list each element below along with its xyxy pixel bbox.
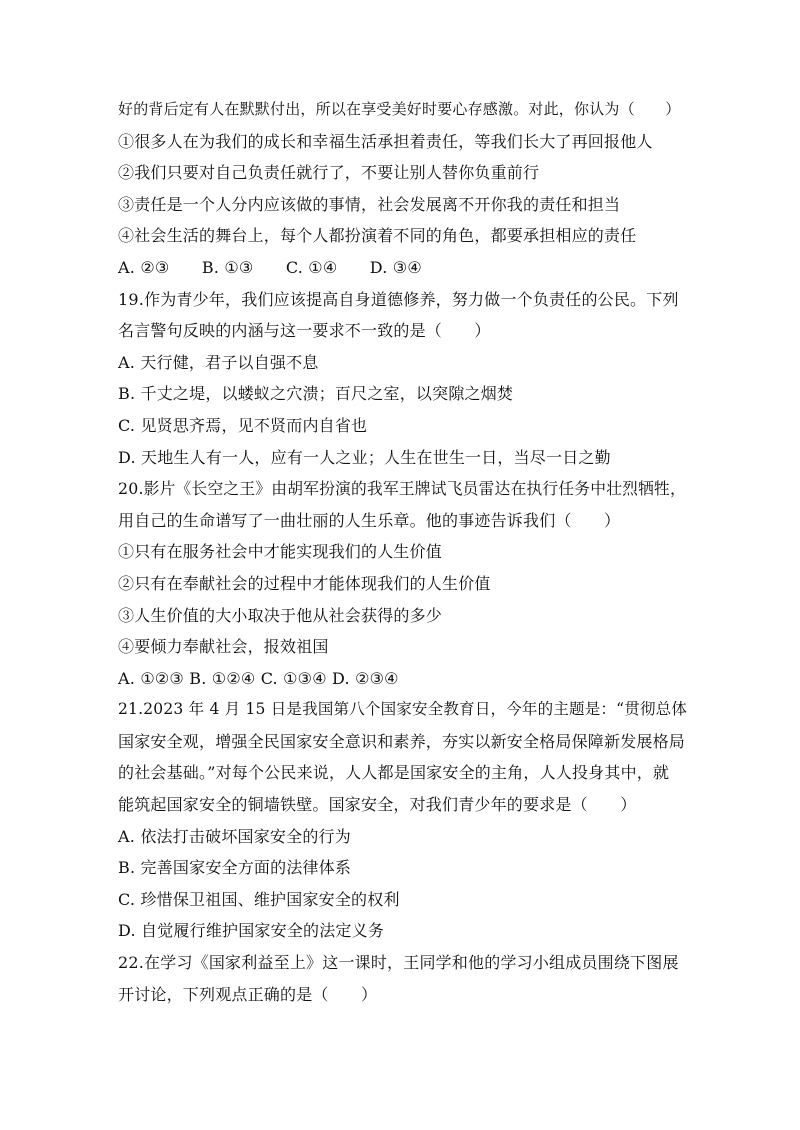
q19-stem-line-1: 19.作为青少年，我们应该提高自身道德修养，努力做一个负责任的公民。下列 xyxy=(118,289,679,309)
q21-stem-line-3: 的社会基础。”对每个公民来说，人人都是国家安全的主角，人人投身其中，就 xyxy=(118,763,670,783)
q21-stem-line-4: 能筑起国家安全的铜墙铁壁。国家安全，对我们青少年的要求是（ ） xyxy=(118,795,637,815)
q21-stem-line-2: 国家安全观，增强全民国家安全意识和素养，夯实以新安全格局保障新发展格局 xyxy=(118,731,686,751)
q18-statement-4: ④社会生活的舞台上，每个人都扮演着不同的角色，都要承担相应的责任 xyxy=(118,226,637,246)
q19-option-a: A. 天行健，君子以自强不息 xyxy=(118,352,319,372)
q21-option-d: D. 自觉履行维护国家安全的法定义务 xyxy=(118,921,385,941)
q19-option-c: C. 见贤思齐焉，见不贤而内自省也 xyxy=(118,415,368,435)
q20-statement-3: ③人生价值的大小取决于他从社会获得的多少 xyxy=(118,605,443,625)
q18-statement-3: ③责任是一个人分内应该做的事情，社会发展离不开你我的责任和担当 xyxy=(118,194,621,214)
q20-statement-4: ④要倾力奉献社会，报效祖国 xyxy=(118,637,329,657)
q20-stem-line-1: 20.影片《长空之王》由胡军扮演的我军王牌试飞员雷达在执行任务中壮烈牺牲， xyxy=(118,479,686,499)
q21-option-c: C. 珍惜保卫祖国、维护国家安全的权利 xyxy=(118,889,400,909)
q18-stem-continued: 好的背后定有人在默默付出，所以在享受美好时要心存感激。对此，你认为（ ） xyxy=(118,100,681,118)
q21-option-a: A. 依法打击破坏国家安全的行为 xyxy=(118,826,351,846)
document-body xyxy=(118,94,688,1010)
q21-stem-line-1: 21.2023 年 4 月 15 日是我国第八个国家安全教育日，今年的主题是：“贯彻总体 xyxy=(118,700,688,719)
q18-options: A. ②③ B. ①③ C. ①④ D. ③④ xyxy=(118,257,422,277)
q22-stem-line-1: 22.在学习《国家利益至上》这一课时，王同学和他的学习小组成员围绕下图展 xyxy=(118,953,679,973)
q18-statement-2: ②我们只要对自己负责任就行了，不要让别人替你负重前行 xyxy=(118,163,540,183)
q19-stem-line-2: 名言警句反映的内涵与这一要求不一致的是（ ） xyxy=(118,321,491,341)
q22-stem-line-2: 开讨论，下列观点正确的是（ ） xyxy=(118,984,378,1004)
q19-option-d: D. 天地生人有一人，应有一人之业；人生在世生一日，当尽一日之勤 xyxy=(118,447,611,467)
q20-options: A. ①②③ B. ①②④ C. ①③④ D. ②③④ xyxy=(118,668,399,688)
q21-option-b: B. 完善国家安全方面的法律体系 xyxy=(118,858,352,878)
q20-stem-line-2: 用自己的生命谱写了一曲壮丽的人生乐章。他的事迹告诉我们（ ） xyxy=(118,510,621,530)
q19-option-b: B. 千丈之堤，以蝼蚁之穴溃；百尺之室，以突隙之烟焚 xyxy=(118,384,514,404)
q18-statement-1: ①很多人在为我们的成长和幸福生活承担着责任，等我们长大了再回报他人 xyxy=(118,131,653,151)
q20-statement-1: ①只有在服务社会中才能实现我们的人生价值 xyxy=(118,542,443,562)
q20-statement-2: ②只有在奉献社会的过程中才能体现我们的人生价值 xyxy=(118,573,491,593)
